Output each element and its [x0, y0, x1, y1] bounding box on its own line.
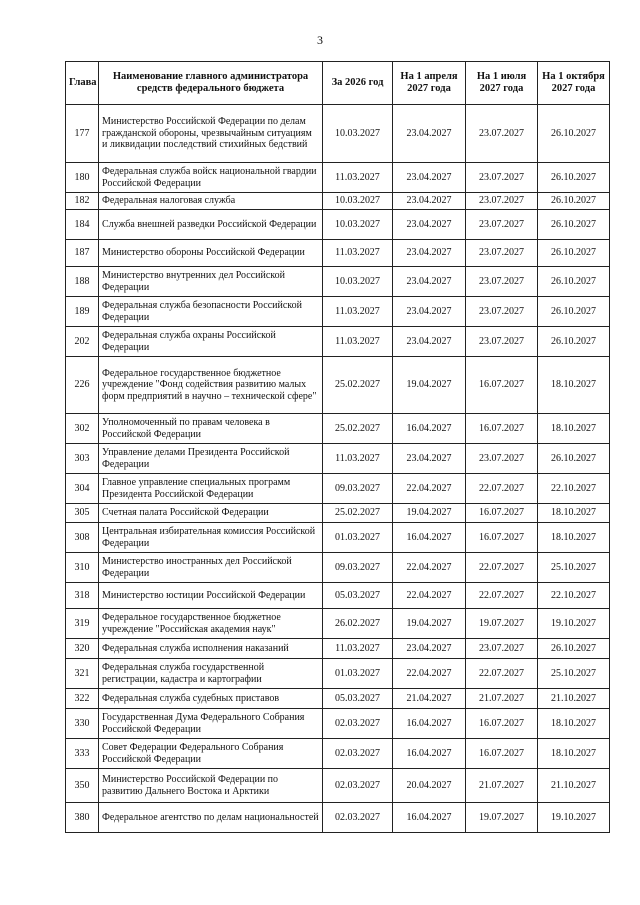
date-october-cell: 18.10.2027: [538, 523, 610, 553]
administrator-name-cell: Министерство внутренних дел Российской Федерации: [99, 267, 323, 297]
table-row: [66, 803, 610, 833]
table-row: [66, 357, 610, 414]
date-april-cell: 22.04.2027: [393, 474, 466, 504]
date-july-cell: 19.07.2027: [466, 803, 538, 833]
date-april-cell: 23.04.2027: [393, 444, 466, 474]
date-july-cell: 21.07.2027: [466, 769, 538, 803]
administrator-name-cell: Федеральная служба войск национальной гвардии Российской Федерации: [99, 163, 323, 193]
date-2026-cell: 05.03.2027: [323, 583, 393, 609]
date-july-cell: 16.07.2027: [466, 357, 538, 414]
date-april-cell: 19.04.2027: [393, 357, 466, 414]
date-2026-cell: 25.02.2027: [323, 414, 393, 444]
table-row: [66, 609, 610, 639]
date-october-cell: 26.10.2027: [538, 240, 610, 267]
date-october-cell: 19.10.2027: [538, 803, 610, 833]
date-april-cell: 16.04.2027: [393, 414, 466, 444]
administrator-name-cell: Служба внешней разведки Российской Федерации: [99, 210, 323, 240]
date-april-cell: 23.04.2027: [393, 297, 466, 327]
administrator-name-cell: Счетная палата Российской Федерации: [99, 504, 323, 523]
table-row: [66, 193, 610, 210]
table-header-row: [66, 62, 610, 105]
date-july-cell: 16.07.2027: [466, 709, 538, 739]
table-row: [66, 444, 610, 474]
date-2026-cell: 02.03.2027: [323, 803, 393, 833]
table-row: [66, 474, 610, 504]
date-2026-cell: 01.03.2027: [323, 659, 393, 689]
date-2026-cell: 05.03.2027: [323, 689, 393, 709]
administrator-name-cell: Федеральная служба государственной регистрации, кадастра и картографии: [99, 659, 323, 689]
administrator-name-cell: Совет Федерации Федерального Собрания Российской Федерации: [99, 739, 323, 769]
date-april-cell: 23.04.2027: [393, 240, 466, 267]
table-row: [66, 105, 610, 163]
date-july-cell: 23.07.2027: [466, 639, 538, 659]
chapter-code-cell: 321: [66, 659, 99, 689]
date-october-cell: 26.10.2027: [538, 639, 610, 659]
table-row: [66, 583, 610, 609]
date-2026-cell: 09.03.2027: [323, 553, 393, 583]
date-april-cell: 23.04.2027: [393, 639, 466, 659]
date-october-cell: 18.10.2027: [538, 709, 610, 739]
date-april-cell: 22.04.2027: [393, 583, 466, 609]
table-row: [66, 553, 610, 583]
table-row: [66, 267, 610, 297]
date-july-cell: 22.07.2027: [466, 474, 538, 504]
chapter-code-cell: 305: [66, 504, 99, 523]
chapter-code-cell: 188: [66, 267, 99, 297]
date-july-cell: 23.07.2027: [466, 193, 538, 210]
date-july-cell: 16.07.2027: [466, 739, 538, 769]
date-2026-cell: 11.03.2027: [323, 639, 393, 659]
date-2026-cell: 10.03.2027: [323, 193, 393, 210]
date-october-cell: 18.10.2027: [538, 739, 610, 769]
date-april-cell: 23.04.2027: [393, 210, 466, 240]
chapter-code-cell: 310: [66, 553, 99, 583]
date-2026-cell: 10.03.2027: [323, 210, 393, 240]
administrator-name-cell: Федеральная служба исполнения наказаний: [99, 639, 323, 659]
chapter-code-cell: 226: [66, 357, 99, 414]
date-july-cell: 23.07.2027: [466, 327, 538, 357]
table-row: [66, 769, 610, 803]
date-july-cell: 16.07.2027: [466, 523, 538, 553]
header-administrator: Наименование главного администратора средств федерального бюджета: [99, 62, 323, 105]
date-april-cell: 19.04.2027: [393, 504, 466, 523]
chapter-code-cell: 330: [66, 709, 99, 739]
chapter-code-cell: 303: [66, 444, 99, 474]
date-2026-cell: 11.03.2027: [323, 163, 393, 193]
date-july-cell: 22.07.2027: [466, 659, 538, 689]
administrator-name-cell: Министерство Российской Федерации по развитию Дальнего Востока и Арктики: [99, 769, 323, 803]
date-2026-cell: 25.02.2027: [323, 504, 393, 523]
administrator-name-cell: Министерство Российской Федерации по делам гражданской обороны, чрезвычайным ситуациям и ликвидации последствий стихийных бедствий: [99, 105, 323, 163]
administrator-name-cell: Федеральное агентство по делам национальностей: [99, 803, 323, 833]
chapter-code-cell: 177: [66, 105, 99, 163]
date-october-cell: 26.10.2027: [538, 444, 610, 474]
date-2026-cell: 02.03.2027: [323, 709, 393, 739]
date-july-cell: 22.07.2027: [466, 553, 538, 583]
date-october-cell: 22.10.2027: [538, 474, 610, 504]
date-april-cell: 16.04.2027: [393, 523, 466, 553]
table-row: [66, 163, 610, 193]
chapter-code-cell: 319: [66, 609, 99, 639]
date-april-cell: 21.04.2027: [393, 689, 466, 709]
date-april-cell: 23.04.2027: [393, 105, 466, 163]
date-2026-cell: 25.02.2027: [323, 357, 393, 414]
administrator-name-cell: Министерство юстиции Российской Федерации: [99, 583, 323, 609]
date-october-cell: 26.10.2027: [538, 210, 610, 240]
header-july-2027: На 1 июля 2027 года: [466, 62, 538, 105]
date-april-cell: 20.04.2027: [393, 769, 466, 803]
chapter-code-cell: 187: [66, 240, 99, 267]
chapter-code-cell: 304: [66, 474, 99, 504]
date-2026-cell: 01.03.2027: [323, 523, 393, 553]
date-july-cell: 22.07.2027: [466, 583, 538, 609]
chapter-code-cell: 184: [66, 210, 99, 240]
date-april-cell: 22.04.2027: [393, 553, 466, 583]
date-april-cell: 23.04.2027: [393, 327, 466, 357]
table-row: [66, 659, 610, 689]
header-chapter: Глава: [66, 62, 99, 105]
table-row: [66, 504, 610, 523]
date-july-cell: 23.07.2027: [466, 210, 538, 240]
table-row: [66, 240, 610, 267]
date-july-cell: 23.07.2027: [466, 240, 538, 267]
date-october-cell: 21.10.2027: [538, 769, 610, 803]
administrator-name-cell: Федеральная служба охраны Российской Федерации: [99, 327, 323, 357]
chapter-code-cell: 322: [66, 689, 99, 709]
chapter-code-cell: 320: [66, 639, 99, 659]
administrator-name-cell: Государственная Дума Федерального Собрания Российской Федерации: [99, 709, 323, 739]
chapter-code-cell: 318: [66, 583, 99, 609]
date-july-cell: 23.07.2027: [466, 267, 538, 297]
date-2026-cell: 26.02.2027: [323, 609, 393, 639]
chapter-code-cell: 333: [66, 739, 99, 769]
header-october-2027: На 1 октября 2027 года: [538, 62, 610, 105]
date-april-cell: 23.04.2027: [393, 163, 466, 193]
date-july-cell: 23.07.2027: [466, 105, 538, 163]
table-row: [66, 689, 610, 709]
date-april-cell: 16.04.2027: [393, 739, 466, 769]
date-october-cell: 18.10.2027: [538, 357, 610, 414]
date-2026-cell: 11.03.2027: [323, 240, 393, 267]
date-october-cell: 22.10.2027: [538, 583, 610, 609]
header-april-2027: На 1 апреля 2027 года: [393, 62, 466, 105]
table-row: [66, 523, 610, 553]
table-row: [66, 639, 610, 659]
date-april-cell: 23.04.2027: [393, 267, 466, 297]
date-april-cell: 22.04.2027: [393, 659, 466, 689]
date-october-cell: 26.10.2027: [538, 163, 610, 193]
date-2026-cell: 10.03.2027: [323, 105, 393, 163]
table-row: [66, 709, 610, 739]
administrator-name-cell: Управление делами Президента Российской Федерации: [99, 444, 323, 474]
date-october-cell: 19.10.2027: [538, 609, 610, 639]
date-2026-cell: 09.03.2027: [323, 474, 393, 504]
date-october-cell: 25.10.2027: [538, 553, 610, 583]
chapter-code-cell: 182: [66, 193, 99, 210]
date-april-cell: 16.04.2027: [393, 803, 466, 833]
date-july-cell: 23.07.2027: [466, 163, 538, 193]
date-july-cell: 16.07.2027: [466, 414, 538, 444]
date-april-cell: 23.04.2027: [393, 193, 466, 210]
date-october-cell: 25.10.2027: [538, 659, 610, 689]
administrator-name-cell: Федеральное государственное бюджетное учреждение "Фонд содействия развитию малых форм предприятий в научно – технической сфере": [99, 357, 323, 414]
date-october-cell: 26.10.2027: [538, 267, 610, 297]
table-row: [66, 210, 610, 240]
page-number: 3: [317, 33, 323, 47]
date-2026-cell: 10.03.2027: [323, 267, 393, 297]
header-year-2026: За 2026 год: [323, 62, 393, 105]
date-2026-cell: 02.03.2027: [323, 739, 393, 769]
date-2026-cell: 11.03.2027: [323, 297, 393, 327]
administrator-name-cell: Главное управление специальных программ Президента Российской Федерации: [99, 474, 323, 504]
chapter-code-cell: 380: [66, 803, 99, 833]
date-october-cell: 26.10.2027: [538, 193, 610, 210]
table-row: [66, 327, 610, 357]
budget-deadlines-table: [65, 61, 610, 833]
chapter-code-cell: 202: [66, 327, 99, 357]
chapter-code-cell: 308: [66, 523, 99, 553]
date-july-cell: 21.07.2027: [466, 689, 538, 709]
administrator-name-cell: Уполномоченный по правам человека в Российской Федерации: [99, 414, 323, 444]
chapter-code-cell: 189: [66, 297, 99, 327]
date-october-cell: 18.10.2027: [538, 414, 610, 444]
table-row: [66, 739, 610, 769]
date-october-cell: 26.10.2027: [538, 297, 610, 327]
date-april-cell: 19.04.2027: [393, 609, 466, 639]
date-july-cell: 23.07.2027: [466, 297, 538, 327]
date-2026-cell: 11.03.2027: [323, 444, 393, 474]
chapter-code-cell: 350: [66, 769, 99, 803]
date-april-cell: 16.04.2027: [393, 709, 466, 739]
date-october-cell: 26.10.2027: [538, 327, 610, 357]
date-2026-cell: 11.03.2027: [323, 327, 393, 357]
date-october-cell: 18.10.2027: [538, 504, 610, 523]
chapter-code-cell: 180: [66, 163, 99, 193]
administrator-name-cell: Министерство обороны Российской Федерации: [99, 240, 323, 267]
administrator-name-cell: Федеральное государственное бюджетное учреждение "Российская академия наук": [99, 609, 323, 639]
table-row: [66, 414, 610, 444]
date-october-cell: 26.10.2027: [538, 105, 610, 163]
date-july-cell: 16.07.2027: [466, 504, 538, 523]
date-july-cell: 19.07.2027: [466, 609, 538, 639]
table-row: [66, 297, 610, 327]
table-body: [66, 105, 610, 833]
administrator-name-cell: Федеральная служба судебных приставов: [99, 689, 323, 709]
date-july-cell: 23.07.2027: [466, 444, 538, 474]
date-2026-cell: 02.03.2027: [323, 769, 393, 803]
date-october-cell: 21.10.2027: [538, 689, 610, 709]
administrator-name-cell: Федеральная служба безопасности Российской Федерации: [99, 297, 323, 327]
chapter-code-cell: 302: [66, 414, 99, 444]
administrator-name-cell: Федеральная налоговая служба: [99, 193, 323, 210]
administrator-name-cell: Министерство иностранных дел Российской Федерации: [99, 553, 323, 583]
administrator-name-cell: Центральная избирательная комиссия Российской Федерации: [99, 523, 323, 553]
